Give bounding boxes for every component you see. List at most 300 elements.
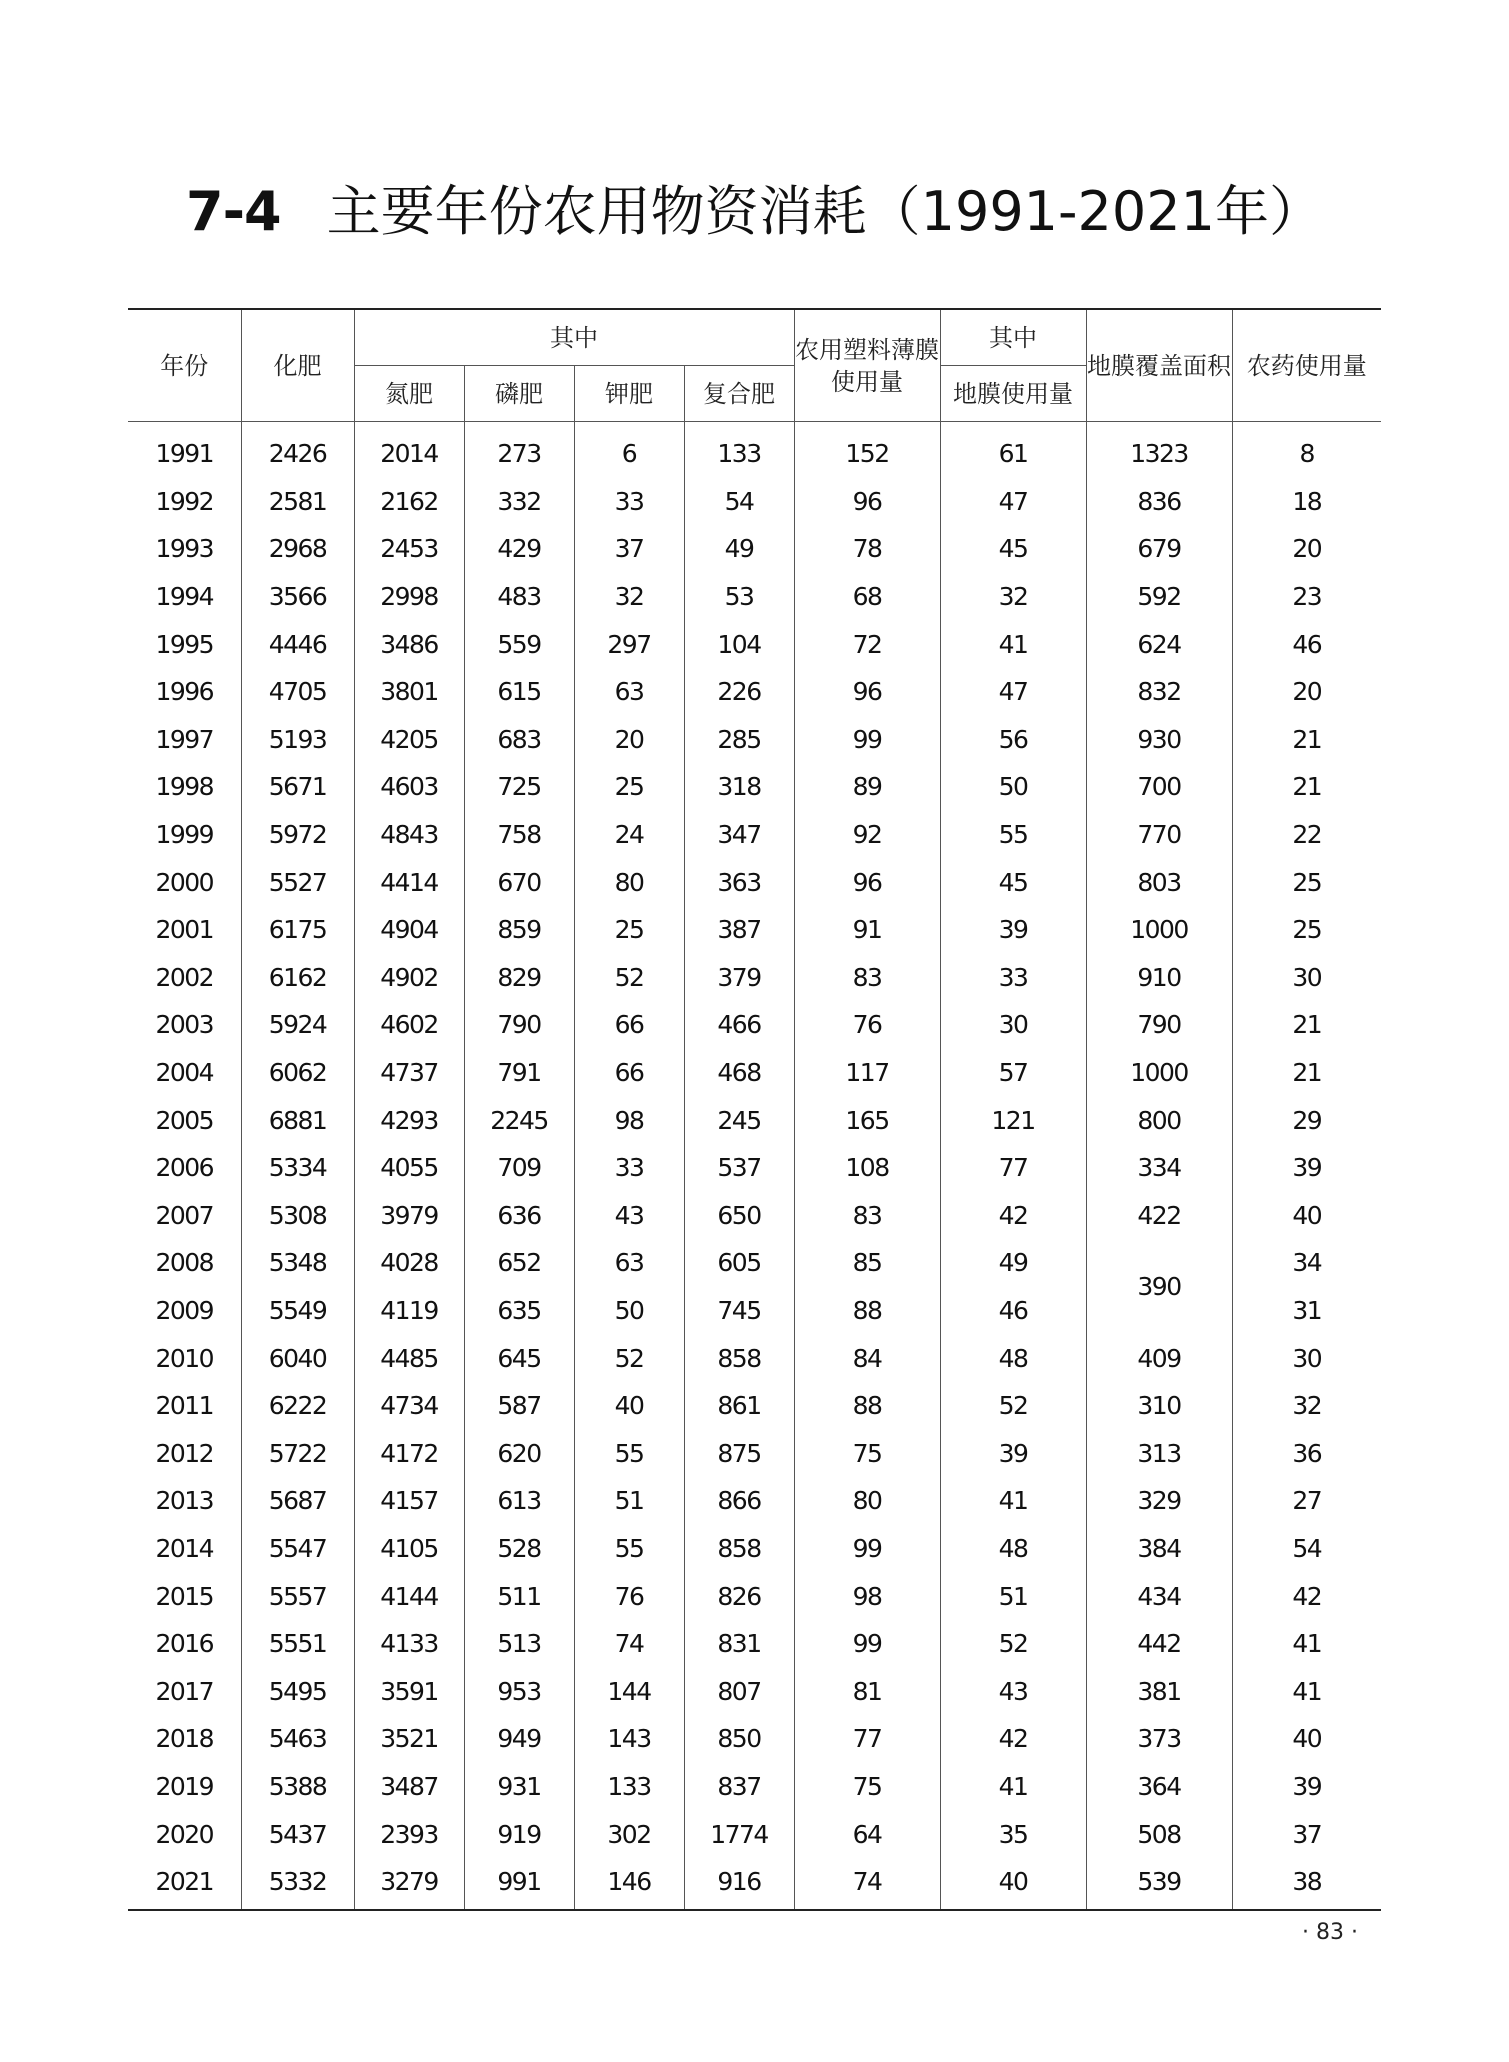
cell-fertilizer: 5972 [241, 811, 354, 859]
cell-fertilizer: 5557 [241, 1572, 354, 1620]
cell-phosphate: 791 [464, 1049, 574, 1097]
cell-compound: 837 [684, 1763, 794, 1811]
cell-compound: 226 [684, 668, 794, 716]
cell-mulch-film: 48 [940, 1334, 1086, 1382]
cell-compound: 363 [684, 858, 794, 906]
table-row [128, 1715, 1381, 1763]
cell-plastic-film: 81 [794, 1667, 940, 1715]
cell-fertilizer: 5463 [241, 1715, 354, 1763]
cell-plastic-film: 108 [794, 1144, 940, 1192]
cell-plastic-film: 72 [794, 620, 940, 668]
cell-potash: 74 [574, 1620, 684, 1668]
cell-mulch-film: 42 [940, 1715, 1086, 1763]
cell-year: 1998 [155, 772, 214, 802]
cell-fertilizer: 2581 [241, 478, 354, 526]
cell-pesticide: 38 [1232, 1858, 1381, 1911]
table-row [128, 1763, 1381, 1811]
cell-plastic-film: 91 [794, 906, 940, 954]
table-row [128, 1810, 1381, 1858]
cell-phosphate: 829 [464, 954, 574, 1002]
cell-pesticide: 8 [1232, 422, 1381, 478]
page-title [0, 170, 1509, 254]
cell-phosphate: 620 [464, 1429, 574, 1477]
cell-nitrogen: 2393 [354, 1810, 464, 1858]
cell-plastic-film: 84 [794, 1334, 940, 1382]
cell-pesticide: 31 [1232, 1287, 1381, 1335]
cell-mulch-film: 45 [940, 858, 1086, 906]
cell-mulch-film: 33 [940, 954, 1086, 1002]
cell-year: 1997 [155, 724, 214, 754]
cell-nitrogen: 4055 [354, 1144, 464, 1192]
cell-mulch-film: 39 [940, 906, 1086, 954]
cell-potash: 297 [574, 620, 684, 668]
cell-potash: 66 [574, 1049, 684, 1097]
cell-fertilizer: 5549 [241, 1287, 354, 1335]
header-pesticide: 农药使用量 [1232, 309, 1381, 422]
cell-compound: 49 [684, 525, 794, 573]
cell-mulch-area: 1000 [1086, 906, 1232, 954]
cell-potash: 51 [574, 1477, 684, 1525]
cell-mulch-film: 61 [940, 422, 1086, 478]
cell-mulch-area: 434 [1086, 1572, 1232, 1620]
cell-compound: 54 [684, 478, 794, 526]
cell-nitrogen: 4414 [354, 858, 464, 906]
cell-nitrogen: 4734 [354, 1382, 464, 1430]
cell-phosphate: 635 [464, 1287, 574, 1335]
cell-nitrogen: 2014 [354, 422, 464, 478]
cell-plastic-film: 75 [794, 1429, 940, 1477]
cell-pesticide: 21 [1232, 763, 1381, 811]
header-fertilizer: 化肥 [241, 309, 354, 422]
cell-mulch-film: 40 [940, 1858, 1086, 1911]
cell-compound: 133 [684, 422, 794, 478]
table-row [128, 1477, 1381, 1525]
header-potash: 钾肥 [574, 366, 684, 422]
cell-mulch-area: 679 [1086, 525, 1232, 573]
cell-fertilizer: 6040 [241, 1334, 354, 1382]
page-number: · 83 · [1302, 1920, 1358, 1945]
cell-year: 2008 [155, 1248, 214, 1278]
cell-pesticide: 25 [1232, 858, 1381, 906]
cell-compound: 466 [684, 1001, 794, 1049]
cell-compound: 826 [684, 1572, 794, 1620]
cell-potash: 133 [574, 1763, 684, 1811]
header-compound: 复合肥 [684, 366, 794, 422]
cell-phosphate: 528 [464, 1525, 574, 1573]
cell-phosphate: 429 [464, 525, 574, 573]
cell-phosphate: 919 [464, 1810, 574, 1858]
cell-compound: 916 [684, 1858, 794, 1911]
header-phosphate: 磷肥 [464, 366, 574, 422]
cell-potash: 33 [574, 1144, 684, 1192]
cell-year: 2014 [155, 1533, 214, 1563]
cell-mulch-area: 373 [1086, 1715, 1232, 1763]
cell-fertilizer: 6162 [241, 954, 354, 1002]
cell-potash: 146 [574, 1858, 684, 1911]
table-row [128, 1525, 1381, 1573]
cell-compound: 1774 [684, 1810, 794, 1858]
table-row [128, 1382, 1381, 1430]
cell-pesticide: 21 [1232, 1049, 1381, 1097]
header-mulch-area: 地膜覆盖面积 [1086, 309, 1232, 422]
cell-mulch-area: 381 [1086, 1667, 1232, 1715]
table-row [128, 422, 1381, 478]
cell-mulch-film: 52 [940, 1382, 1086, 1430]
cell-compound: 850 [684, 1715, 794, 1763]
cell-mulch-area: 442 [1086, 1620, 1232, 1668]
table-row [128, 1192, 1381, 1240]
table-body [128, 422, 1381, 1911]
cell-mulch-film: 46 [940, 1287, 1086, 1335]
cell-mulch-film: 49 [940, 1239, 1086, 1287]
table-row [128, 620, 1381, 668]
cell-fertilizer: 2968 [241, 525, 354, 573]
table-row [128, 716, 1381, 764]
cell-plastic-film: 117 [794, 1049, 940, 1097]
cell-phosphate: 613 [464, 1477, 574, 1525]
cell-plastic-film: 92 [794, 811, 940, 859]
cell-mulch-film: 56 [940, 716, 1086, 764]
table-row [128, 1667, 1381, 1715]
cell-fertilizer: 5388 [241, 1763, 354, 1811]
cell-year: 2010 [155, 1343, 214, 1373]
cell-phosphate: 273 [464, 422, 574, 478]
cell-pesticide: 46 [1232, 620, 1381, 668]
cell-phosphate: 949 [464, 1715, 574, 1763]
cell-compound: 650 [684, 1192, 794, 1240]
cell-year: 2021 [128, 1858, 241, 1911]
table-row [128, 1620, 1381, 1668]
cell-pesticide: 21 [1232, 716, 1381, 764]
cell-nitrogen: 3801 [354, 668, 464, 716]
cell-potash: 55 [574, 1525, 684, 1573]
cell-compound: 605 [684, 1239, 794, 1287]
cell-plastic-film: 88 [794, 1287, 940, 1335]
cell-year: 1995 [155, 629, 214, 659]
cell-mulch-area: 508 [1086, 1810, 1232, 1858]
cell-potash: 25 [574, 906, 684, 954]
cell-fertilizer: 5193 [241, 716, 354, 764]
header-plastic-film: 农用塑料薄膜使用量 [794, 309, 940, 422]
cell-mulch-film: 77 [940, 1144, 1086, 1192]
table-row [128, 954, 1381, 1002]
cell-mulch-area: 790 [1086, 1001, 1232, 1049]
cell-year: 2018 [155, 1724, 214, 1754]
cell-mulch-area: 539 [1086, 1858, 1232, 1911]
data-table [128, 308, 1381, 1911]
cell-potash: 63 [574, 668, 684, 716]
cell-phosphate: 953 [464, 1667, 574, 1715]
cell-phosphate: 758 [464, 811, 574, 859]
cell-fertilizer: 5527 [241, 858, 354, 906]
cell-compound: 537 [684, 1144, 794, 1192]
cell-compound: 831 [684, 1620, 794, 1668]
cell-plastic-film: 64 [794, 1810, 940, 1858]
cell-fertilizer: 4446 [241, 620, 354, 668]
cell-compound: 468 [684, 1049, 794, 1097]
cell-year: 2019 [155, 1771, 214, 1801]
cell-nitrogen: 4119 [354, 1287, 464, 1335]
cell-mulch-film: 51 [940, 1572, 1086, 1620]
cell-mulch-film: 41 [940, 1763, 1086, 1811]
header-year: 年份 [128, 309, 241, 422]
cell-plastic-film: 165 [794, 1096, 940, 1144]
cell-potash: 20 [574, 716, 684, 764]
cell-mulch-area: 409 [1086, 1334, 1232, 1382]
cell-potash: 80 [574, 858, 684, 906]
cell-year: 1994 [155, 582, 214, 612]
cell-mulch-film: 55 [940, 811, 1086, 859]
cell-fertilizer: 5924 [241, 1001, 354, 1049]
cell-compound: 285 [684, 716, 794, 764]
cell-year: 1996 [155, 677, 214, 707]
cell-compound: 861 [684, 1382, 794, 1430]
cell-mulch-area: 836 [1086, 478, 1232, 526]
cell-mulch-film: 121 [940, 1096, 1086, 1144]
cell-plastic-film: 99 [794, 1525, 940, 1573]
cell-compound: 318 [684, 763, 794, 811]
table-row [128, 906, 1381, 954]
cell-fertilizer: 5332 [241, 1858, 354, 1911]
cell-fertilizer: 6881 [241, 1096, 354, 1144]
cell-pesticide: 54 [1232, 1525, 1381, 1573]
cell-pesticide: 39 [1232, 1144, 1381, 1192]
cell-nitrogen: 4485 [354, 1334, 464, 1382]
cell-year: 2005 [155, 1105, 214, 1135]
cell-mulch-film: 48 [940, 1525, 1086, 1573]
cell-mulch-area: 364 [1086, 1763, 1232, 1811]
cell-pesticide: 30 [1232, 954, 1381, 1002]
cell-fertilizer: 5551 [241, 1620, 354, 1668]
cell-year: 2020 [155, 1819, 214, 1849]
cell-pesticide: 41 [1232, 1667, 1381, 1715]
cell-phosphate: 511 [464, 1572, 574, 1620]
cell-nitrogen: 2162 [354, 478, 464, 526]
cell-year: 2006 [155, 1153, 214, 1183]
table-row [128, 1239, 1381, 1287]
cell-year: 2002 [155, 962, 214, 992]
header-fertilizer-breakdown: 其中 [354, 309, 794, 366]
cell-year: 1999 [155, 820, 214, 850]
cell-plastic-film: 96 [794, 858, 940, 906]
cell-phosphate: 332 [464, 478, 574, 526]
cell-mulch-film: 32 [940, 573, 1086, 621]
cell-nitrogen: 4737 [354, 1049, 464, 1097]
cell-fertilizer: 5437 [241, 1810, 354, 1858]
table-row [128, 668, 1381, 716]
cell-compound: 745 [684, 1287, 794, 1335]
cell-mulch-film: 39 [940, 1429, 1086, 1477]
cell-compound: 245 [684, 1096, 794, 1144]
table-row [128, 1334, 1381, 1382]
cell-mulch-film: 43 [940, 1667, 1086, 1715]
cell-compound: 807 [684, 1667, 794, 1715]
cell-fertilizer: 6062 [241, 1049, 354, 1097]
cell-nitrogen: 3486 [354, 620, 464, 668]
cell-plastic-film: 96 [794, 668, 940, 716]
cell-year: 2004 [155, 1058, 214, 1088]
cell-nitrogen: 4144 [354, 1572, 464, 1620]
cell-potash: 144 [574, 1667, 684, 1715]
table-row [128, 478, 1381, 526]
cell-mulch-area: 313 [1086, 1429, 1232, 1477]
cell-mulch-area: 384 [1086, 1525, 1232, 1573]
cell-plastic-film: 98 [794, 1572, 940, 1620]
cell-nitrogen: 3279 [354, 1858, 464, 1911]
cell-potash: 37 [574, 525, 684, 573]
cell-nitrogen: 3591 [354, 1667, 464, 1715]
cell-potash: 52 [574, 1334, 684, 1382]
cell-pesticide: 30 [1232, 1334, 1381, 1382]
cell-fertilizer: 5334 [241, 1144, 354, 1192]
cell-compound: 104 [684, 620, 794, 668]
cell-phosphate: 587 [464, 1382, 574, 1430]
cell-nitrogen: 4105 [354, 1525, 464, 1573]
cell-nitrogen: 4028 [354, 1239, 464, 1287]
cell-pesticide: 41 [1232, 1620, 1381, 1668]
cell-nitrogen: 4172 [354, 1429, 464, 1477]
cell-mulch-film: 42 [940, 1192, 1086, 1240]
table-title: 主要年份农用物资消耗（1991-2021年） [326, 180, 1323, 243]
cell-pesticide: 29 [1232, 1096, 1381, 1144]
cell-pesticide: 37 [1232, 1810, 1381, 1858]
header-nitrogen: 氮肥 [354, 366, 464, 422]
cell-phosphate: 636 [464, 1192, 574, 1240]
table-row [128, 525, 1381, 573]
cell-potash: 25 [574, 763, 684, 811]
cell-year: 1993 [155, 534, 214, 564]
cell-pesticide: 20 [1232, 668, 1381, 716]
cell-mulch-area: 800 [1086, 1096, 1232, 1144]
cell-mulch-area: 770 [1086, 811, 1232, 859]
cell-plastic-film: 99 [794, 716, 940, 764]
cell-potash: 302 [574, 1810, 684, 1858]
table-row [128, 811, 1381, 859]
cell-phosphate: 615 [464, 668, 574, 716]
cell-mulch-film: 35 [940, 1810, 1086, 1858]
cell-nitrogen: 4902 [354, 954, 464, 1002]
cell-nitrogen: 4602 [354, 1001, 464, 1049]
cell-year: 2009 [155, 1295, 214, 1325]
cell-fertilizer: 5495 [241, 1667, 354, 1715]
cell-year: 2013 [155, 1486, 214, 1516]
cell-mulch-area: 624 [1086, 620, 1232, 668]
cell-pesticide: 22 [1232, 811, 1381, 859]
cell-plastic-film: 80 [794, 1477, 940, 1525]
cell-mulch-film: 41 [940, 620, 1086, 668]
cell-plastic-film: 77 [794, 1715, 940, 1763]
table-row [128, 1144, 1381, 1192]
cell-fertilizer: 2426 [241, 422, 354, 478]
cell-mulch-area: 329 [1086, 1477, 1232, 1525]
cell-mulch-film: 30 [940, 1001, 1086, 1049]
cell-fertilizer: 6175 [241, 906, 354, 954]
cell-year: 2016 [155, 1629, 214, 1659]
cell-plastic-film: 89 [794, 763, 940, 811]
cell-year: 2012 [155, 1438, 214, 1468]
header-mulch-film: 地膜使用量 [940, 366, 1086, 422]
cell-nitrogen: 2453 [354, 525, 464, 573]
cell-pesticide: 39 [1232, 1763, 1381, 1811]
cell-plastic-film: 83 [794, 954, 940, 1002]
cell-year: 2015 [155, 1581, 214, 1611]
cell-year: 2003 [155, 1010, 214, 1040]
cell-mulch-area: 592 [1086, 573, 1232, 621]
cell-mulch-area: 310 [1086, 1382, 1232, 1430]
cell-phosphate: 2245 [464, 1096, 574, 1144]
cell-phosphate: 859 [464, 906, 574, 954]
cell-compound: 347 [684, 811, 794, 859]
table-number: 7-4 [186, 180, 281, 243]
cell-mulch-area: 1000 [1086, 1049, 1232, 1097]
table-row [128, 1858, 1381, 1911]
cell-phosphate: 645 [464, 1334, 574, 1382]
cell-plastic-film: 96 [794, 478, 940, 526]
cell-plastic-film: 76 [794, 1001, 940, 1049]
cell-potash: 98 [574, 1096, 684, 1144]
cell-fertilizer: 6222 [241, 1382, 354, 1430]
cell-potash: 32 [574, 573, 684, 621]
cell-potash: 50 [574, 1287, 684, 1335]
cell-fertilizer: 5722 [241, 1429, 354, 1477]
cell-mulch-area: 334 [1086, 1144, 1232, 1192]
cell-mulch-film: 45 [940, 525, 1086, 573]
cell-pesticide: 25 [1232, 906, 1381, 954]
table-row [128, 1001, 1381, 1049]
cell-mulch-area: 803 [1086, 858, 1232, 906]
cell-plastic-film: 99 [794, 1620, 940, 1668]
cell-phosphate: 790 [464, 1001, 574, 1049]
cell-plastic-film: 75 [794, 1763, 940, 1811]
cell-fertilizer: 4705 [241, 668, 354, 716]
table-row [128, 1572, 1381, 1620]
cell-plastic-film: 68 [794, 573, 940, 621]
cell-pesticide: 40 [1232, 1715, 1381, 1763]
cell-compound: 53 [684, 573, 794, 621]
cell-nitrogen: 4293 [354, 1096, 464, 1144]
cell-plastic-film: 83 [794, 1192, 940, 1240]
cell-nitrogen: 2998 [354, 573, 464, 621]
cell-phosphate: 683 [464, 716, 574, 764]
cell-mulch-area: 1323 [1086, 422, 1232, 478]
cell-phosphate: 513 [464, 1620, 574, 1668]
cell-fertilizer: 5308 [241, 1192, 354, 1240]
cell-mulch-film: 47 [940, 668, 1086, 716]
cell-phosphate: 931 [464, 1763, 574, 1811]
table-row [128, 1429, 1381, 1477]
cell-mulch-film: 57 [940, 1049, 1086, 1097]
cell-mulch-area: 700 [1086, 763, 1232, 811]
cell-mulch-area: 930 [1086, 716, 1232, 764]
cell-mulch-area: 422 [1086, 1192, 1232, 1240]
cell-fertilizer: 5687 [241, 1477, 354, 1525]
cell-pesticide: 27 [1232, 1477, 1381, 1525]
cell-potash: 52 [574, 954, 684, 1002]
cell-compound: 858 [684, 1525, 794, 1573]
table-row [128, 1096, 1381, 1144]
cell-pesticide: 21 [1232, 1001, 1381, 1049]
cell-mulch-film: 41 [940, 1477, 1086, 1525]
cell-nitrogen: 3979 [354, 1192, 464, 1240]
cell-year: 1992 [155, 486, 214, 516]
cell-potash: 55 [574, 1429, 684, 1477]
cell-fertilizer: 3566 [241, 573, 354, 621]
cell-pesticide: 23 [1232, 573, 1381, 621]
cell-nitrogen: 4157 [354, 1477, 464, 1525]
cell-mulch-area: 832 [1086, 668, 1232, 716]
cell-potash: 24 [574, 811, 684, 859]
cell-potash: 66 [574, 1001, 684, 1049]
